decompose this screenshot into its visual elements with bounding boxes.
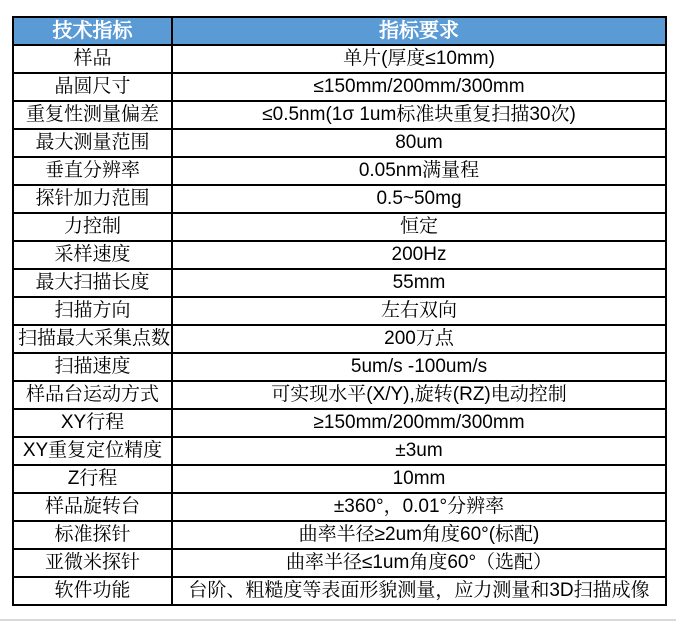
spec-name-cell: 晶圆尺寸 [13,73,172,101]
spec-name-cell: 亚微米探针 [13,549,172,577]
spec-value-cell: 0.05nm满量程 [172,157,666,185]
spec-value-cell: 0.5~50mg [172,185,666,213]
spec-name-cell: 力控制 [13,213,172,241]
page-edge-line [0,619,676,621]
table-row [13,73,666,101]
spec-name-cell: 扫描方向 [13,297,172,325]
table-row [13,353,666,381]
spec-name-cell: Z行程 [13,465,172,493]
spec-value-cell: ±3um [172,437,666,465]
spec-name-cell: 垂直分辨率 [13,157,172,185]
spec-name-cell: 标准探针 [13,521,172,549]
spec-name-cell: 重复性测量偏差 [13,101,172,129]
spec-name-cell: 采样速度 [13,241,172,269]
table-row [13,325,666,353]
spec-value-cell: 可实现水平(X/Y),旋转(RZ)电动控制 [172,381,666,409]
spec-value-cell: 5um/s -100um/s [172,353,666,381]
spec-name-cell: 扫描速度 [13,353,172,381]
spec-name-cell: 样品旋转台 [13,493,172,521]
table-row [13,465,666,493]
spec-value-cell: 恒定 [172,213,666,241]
spec-value-cell: 台阶、粗糙度等表面形貌测量，应力测量和3D扫描成像 [172,577,666,605]
spec-value-cell: 10mm [172,465,666,493]
table-row [13,269,666,297]
table-row [13,297,666,325]
table-row [13,185,666,213]
spec-value-cell: 55mm [172,269,666,297]
spec-value-cell: ±360°，0.01°分辨率 [172,493,666,521]
spec-name-cell: 扫描最大采集点数 [13,325,172,353]
table-row [13,213,666,241]
spec-value-cell: 200Hz [172,241,666,269]
spec-name-cell: 软件功能 [13,577,172,605]
spec-value-cell: 单片(厚度≤10mm) [172,45,666,73]
spec-name-cell: 样品台运动方式 [13,381,172,409]
table-row [13,577,666,605]
spec-name-cell: 最大测量范围 [13,129,172,157]
spec-value-cell: 左右双向 [172,297,666,325]
table-row [13,381,666,409]
spec-value-cell: ≤0.5nm(1σ 1um标准块重复扫描30次) [172,101,666,129]
spec-name-cell: 样品 [13,45,172,73]
spec-value-cell: 200万点 [172,325,666,353]
spec-name-cell: XY重复定位精度 [13,437,172,465]
column-header-spec-requirement: 指标要求 [172,17,666,45]
spec-name-cell: XY行程 [13,409,172,437]
table-row [13,157,666,185]
table-row [13,409,666,437]
table-row [13,129,666,157]
table-row [13,549,666,577]
spec-value-cell: 曲率半径≥2um角度60°(标配) [172,521,666,549]
table-row [13,241,666,269]
column-header-spec-name: 技术指标 [13,17,172,45]
spec-table [12,16,667,606]
table-row [13,437,666,465]
header-row [13,17,666,45]
table-row [13,493,666,521]
spec-name-cell: 最大扫描长度 [13,269,172,297]
table-row [13,521,666,549]
spec-value-cell: 曲率半径≤1um角度60°（选配） [172,549,666,577]
spec-name-cell: 探针加力范围 [13,185,172,213]
spec-value-cell: ≤150mm/200mm/300mm [172,73,666,101]
table-row [13,45,666,73]
spec-value-cell: 80um [172,129,666,157]
table-row [13,101,666,129]
spec-value-cell: ≥150mm/200mm/300mm [172,409,666,437]
